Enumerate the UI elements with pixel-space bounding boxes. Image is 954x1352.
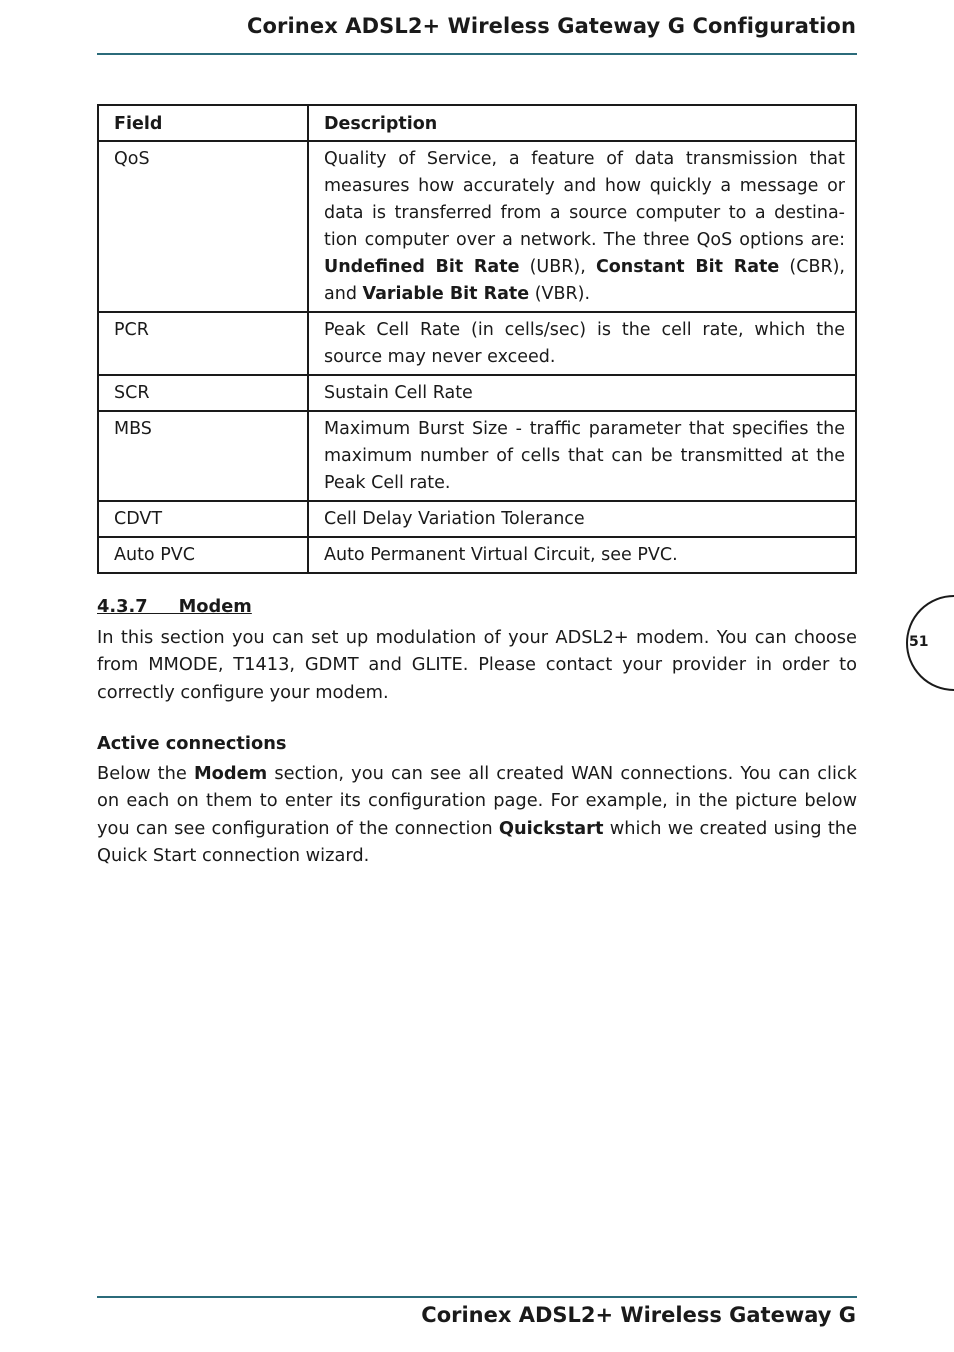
description-bold-term: Constant Bit Rate xyxy=(595,257,780,277)
description-text: (UBR), xyxy=(519,257,596,277)
paragraph-bold-term: Modem xyxy=(193,763,268,784)
page-footer-title: Corinex ADSL2+ Wireless Gateway G xyxy=(421,1303,856,1327)
table-row xyxy=(98,411,856,501)
page-number: 51 xyxy=(909,634,929,650)
page-header-title: Corinex ADSL2+ Wireless Gateway G Configuration xyxy=(247,14,856,38)
description-text: Quality of Service, a feature of data transmission that measures how accurately and how quickly a message or data is transferred from a source computer to a destina-tion computer over a network. The three QoS options are: xyxy=(324,149,845,250)
description-text: (CBR), and xyxy=(324,257,845,304)
description-cell: Cell Delay Variation Tolerance xyxy=(308,501,856,537)
table-row xyxy=(98,375,856,411)
field-cell: SCR xyxy=(98,375,308,411)
column-header-field: Field xyxy=(98,105,308,141)
active-connections-heading: Active connections xyxy=(97,733,287,754)
footer-rule xyxy=(97,1296,857,1298)
paragraph-text: Below the xyxy=(97,763,194,784)
table-header-row xyxy=(98,105,856,141)
table-row xyxy=(98,312,856,375)
paragraph-text: section, you can see all created WAN connections. You can click on each on them to enter its configuration page. For example, in the picture below you can see configuration of the connection xyxy=(97,763,857,839)
section-heading-modem: 4.3.7 Modem xyxy=(97,596,252,617)
header-rule xyxy=(97,53,857,55)
description-cell: Peak Cell Rate (in cells/sec) is the cell rate, which the source may never exceed. xyxy=(308,312,856,375)
paragraph-text: which we created using the Quick Start connection wizard. xyxy=(97,817,858,866)
active-connections-paragraph xyxy=(97,760,857,869)
table-row xyxy=(98,501,856,537)
description-cell xyxy=(308,141,856,312)
modem-paragraph: In this section you can set up modulation of your ADSL2+ modem. You can choose from MMODE, T1413, GDMT and GLITE. Please contact your provider in order to correctly configure your modem. xyxy=(97,627,857,703)
field-cell: CDVT xyxy=(98,501,308,537)
field-cell: QoS xyxy=(98,141,308,312)
paragraph-bold-term: Quickstart xyxy=(498,817,604,839)
description-cell: Sustain Cell Rate xyxy=(308,375,856,411)
field-description-table xyxy=(97,104,857,574)
description-cell: Maximum Burst Size - traffic parameter that specifies the maximum number of cells that can be transmitted at the Peak Cell rate. xyxy=(308,411,856,501)
description-text: (VBR). xyxy=(529,284,591,304)
table-row xyxy=(98,537,856,573)
field-cell: PCR xyxy=(98,312,308,375)
description-cell: Auto Permanent Virtual Circuit, see PVC. xyxy=(308,537,856,573)
column-header-description: Description xyxy=(308,105,856,141)
field-cell: Auto PVC xyxy=(98,537,308,573)
description-bold-term: Variable Bit Rate xyxy=(362,284,530,304)
table-row xyxy=(98,141,856,312)
description-bold-term: Undefined Bit Rate xyxy=(324,257,520,277)
field-cell: MBS xyxy=(98,411,308,501)
